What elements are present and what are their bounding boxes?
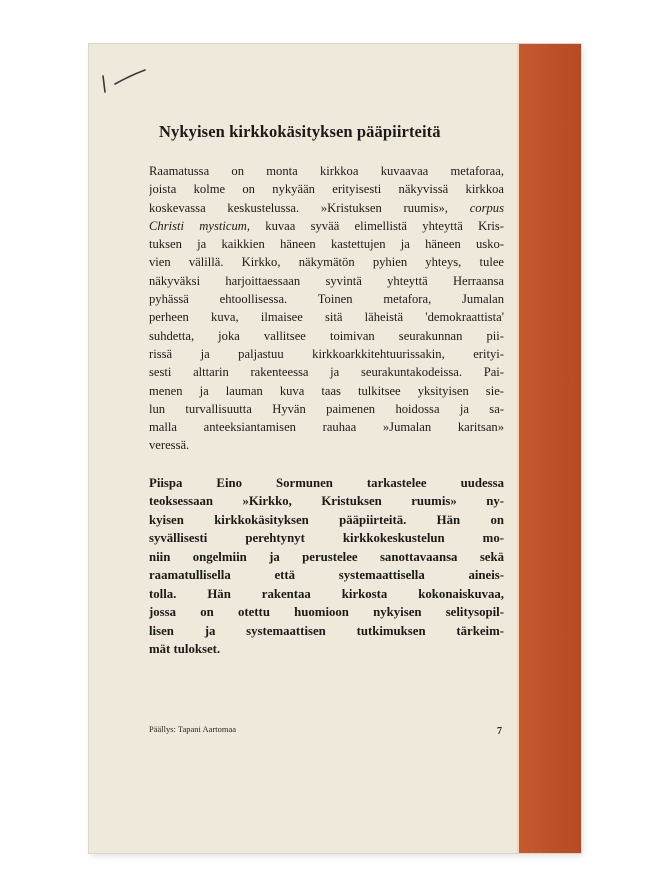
- text-line: Raamatussa on monta kirkkoa kuvaavaa metaforaa,: [149, 164, 504, 178]
- text-line: raamatullisella että systemaattisella aineis-: [149, 568, 504, 583]
- text-line: sesti alttarin rakenteessa ja seurakuntakodeissa. Pai-: [149, 365, 504, 380]
- text-line: tuksen ja kaikkien häneen kastettujen ja häneen usko-: [149, 237, 504, 252]
- description-paragraph: [149, 162, 504, 455]
- cover-heading: Nykyisen kirkkokäsityksen pääpiirteitä: [159, 122, 441, 141]
- text-line: Piispa Eino Sormunen tarkastelee uudessa: [149, 475, 504, 490]
- text-line: suhdetta, joka vallitsee toimivan seurakunnan pii-: [149, 328, 504, 343]
- text-line: mät tulokset.: [149, 642, 221, 657]
- text-line: vien välillä. Kirkko, näkymätön pyhien yhteys, tulee: [149, 255, 504, 270]
- text-line: niin ongelmiin ja perustelee sanottavaansa sekä: [149, 549, 504, 564]
- text-line: [149, 217, 504, 235]
- text-line: [149, 199, 504, 217]
- text-line: joista kolme on nykyään erityisesti näkyvissä kirkkoa: [149, 182, 504, 197]
- text-line: rissä ja paljastuu kirkkoarkkitehtuurissakin, erityi-: [149, 346, 504, 361]
- text-line: kyisen kirkkokäsityksen pääpiirteitä. Hän on: [149, 512, 504, 527]
- text-line: teoksessaan »Kirkko, Kristuksen ruumis» ny-: [149, 494, 504, 509]
- text-segment: kuvaa syvää elimellistä yhteyttä Kris-: [265, 218, 504, 233]
- cover-design-credit: Päällys: Tapani Aartomaa: [149, 724, 237, 734]
- orange-spine-stripe: [519, 44, 581, 853]
- text-line: malla anteeksiantamisen rauhaa »Jumalan karitsan»: [149, 420, 504, 435]
- text-line: pyhässä ehtoollisessa. Toinen metafora, Jumalan: [149, 292, 504, 307]
- text-line: tolla. Hän rakentaa kirkosta kokonaiskuvaa,: [149, 586, 504, 601]
- text-line: näkyväksi harjoittaessaan syvintä yhteyttä Herraansa: [149, 273, 504, 288]
- page-number: 7: [497, 726, 502, 737]
- italic-term: corpus: [469, 200, 504, 215]
- text-line: menen ja lauman kuva taas tulkitseе yksityisen sie-: [149, 383, 504, 398]
- pencil-mark-icon: [95, 62, 155, 102]
- text-line: lun turvallisuutta Hyvän paimenen hoidossa ja sa-: [149, 401, 504, 416]
- text-line: perheen kuva, ilmaisee sitä läheistä 'demokraattista': [149, 310, 504, 325]
- text-line: jossa on otettu huomioon nykyisen selitysopil-: [149, 605, 504, 620]
- author-paragraph: [149, 474, 504, 659]
- text-line: syvällisesti perehtynyt kirkkokeskustelun mo-: [149, 531, 504, 546]
- text-line: veressä.: [149, 438, 190, 453]
- book-back-cover: [89, 44, 581, 853]
- text-line: lisen ja systemaattisen tutkimuksen tärkeim-: [149, 623, 504, 638]
- text-segment: koskevassa keskustelussa. »Kristuksen ruumis»,: [149, 200, 470, 215]
- italic-term: Christi mysticum,: [149, 218, 266, 233]
- cover-text: [149, 122, 504, 659]
